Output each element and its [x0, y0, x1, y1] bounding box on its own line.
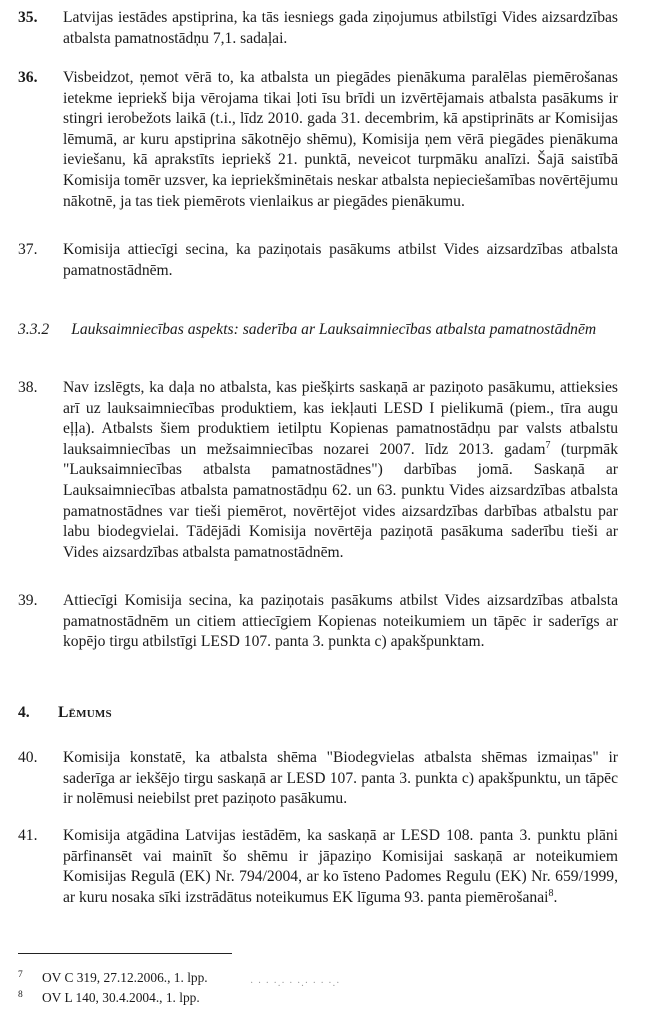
paragraph-37 — [18, 240, 618, 281]
paragraph-text: Komisija attiecīgi secina, ka paziņotais pasākums atbilst Vides aizsardzības atbalsta pamatnostādnēm. — [63, 241, 618, 279]
section-heading-decision — [18, 704, 112, 722]
footnote-mark: 7 — [18, 970, 23, 980]
subsection-title: Lauksaimniecības aspekts: saderība ar Lauksaimniecības atbalsta pamatnostādnēm — [71, 321, 597, 338]
paragraph-38 — [18, 378, 618, 563]
subsection-number: 3.3.2 — [18, 321, 50, 338]
paragraph-number: 40. — [18, 749, 38, 766]
paragraph-39 — [18, 591, 618, 653]
section-number: 4. — [18, 704, 30, 721]
paragraph-text: Nav izslēgts, ka daļa no atbalsta, kas piešķirts saskaņā ar paziņoto pasākumu, attieksies arī uz lauksaimniecības produktiem, kas iekļauti LESD I pielikumā (piem., tīra augu eļļa). Atbalsts šiem produktiem ietilptu Kopienas pamatnostādņu par valsts atbalstu lauksaimniecības un mežsaimniecības nozarei 2007. līdz 2013. gadam$^7$ (turpmāk "Lauksaimniecības atbalsta pamatnostādnes") darbības jomā. Saskaņā ar Lauksaimniecības atbalsta pamatnostādņu 62. un 63. punktu Vides aizsardzības atbalsta pamatnostādnes var tieši piemērot, novērtējot vides aizsardzības darbības atbalstu par labu biodegvielai. Tādējādi Komisija novērtēja paziņotā pasākuma saderību tieši ar Vides aizsardzības atbalsta pamatnostādnēm. — [63, 379, 618, 561]
scan-speckles: · · · ·.· · ·.· · · ·.· — [250, 978, 341, 989]
footnote-text: OV L 140, 30.4.2004., 1. lpp. — [42, 990, 200, 1005]
paragraph-text: Visbeidzot, ņemot vērā to, ka atbalsta un piegādes pienākuma paralēlas piemērošanas ietekme iepriekš bija vērojama tikai ļoti īsu brīdi un izvērtējamais atbalsta pasākums ir stingri ierobežots laikā (t.i., līdz 2010. gada 31. decembrim, kā apstiprināts ar Komisijas lēmumā, ar kuru apstiprina sākotnējo shēmu), Komisija ņem vērā piegādes pienākuma ieviešanu, kā aprakstīts iepriekš 21. punktā, neveicot turpmāku analīzi. Šajā saistībā Komisija tomēr uzsver, ka iepriekšminētais neskar atbalsta nepieciešamības novērtējumu nākotnē, ja tas tiek piemērots vienlaikus ar piegādes pienākumu. — [63, 69, 618, 210]
subsection-heading — [18, 320, 616, 341]
paragraph-text: Komisija konstatē, ka atbalsta shēma "Biodegvielas atbalsta shēmas izmaiņas" ir saderīga ar iekšējo tirgu saskaņā ar LESD 107. panta 3. punkta c) apakšpunktu, un tāpēc ir nolēmusi neiebilst pret paziņoto pasākumu. — [63, 749, 618, 808]
paragraph-number: 41. — [18, 827, 38, 844]
footnote-text: OV C 319, 27.12.2006., 1. lpp. — [42, 970, 208, 985]
paragraph-36 — [18, 68, 618, 212]
footnote-ref-8: 8 — [548, 887, 554, 899]
section-title: Lēmums — [58, 704, 112, 721]
paragraph-number: 36. — [18, 69, 38, 86]
footnote-ref-7: 7 — [545, 439, 551, 451]
paragraph-text: Komisija atgādina Latvijas iestādēm, ka saskaņā ar LESD 108. panta 3. punktu plāni pārfinansēt vai mainīt šo shēmu ir jāpaziņo Komisijai saskaņā ar noteikumiem Komisijas Regulā (EK) Nr. 794/2004, ar ko īsteno Padomes Regulu (EK) Nr. 659/1999, ar kuru nosaka sīki izstrādātus noteikumus EK līguma 93. panta piemērošanai$^8$. — [63, 827, 618, 906]
paragraph-text: Latvijas iestādes apstiprina, ka tās iesniegs gada ziņojumus atbilstīgi Vides aizsardzības atbalsta pamatnostādņu 7,1. sadaļai. — [63, 9, 618, 47]
footnote-divider — [18, 953, 232, 954]
paragraph-35 — [18, 8, 618, 49]
paragraph-40 — [18, 748, 618, 810]
paragraph-number: 39. — [18, 592, 38, 609]
paragraph-number: 38. — [18, 379, 38, 396]
paragraph-number: 35. — [18, 9, 38, 26]
paragraph-number: 37. — [18, 241, 38, 258]
paragraph-41 — [18, 826, 618, 908]
footnote-mark: 8 — [18, 990, 23, 1000]
paragraph-text: Attiecīgi Komisija secina, ka paziņotais pasākums atbilst Vides aizsardzības atbalsta pamatnostādnēm un citiem attiecīgiem Kopienas noteikumiem un tāpēc ir saderīgs ar kopējo tirgu atbilstīgi LESD 107. panta 3. punkta c) apakšpunktam. — [63, 592, 618, 651]
